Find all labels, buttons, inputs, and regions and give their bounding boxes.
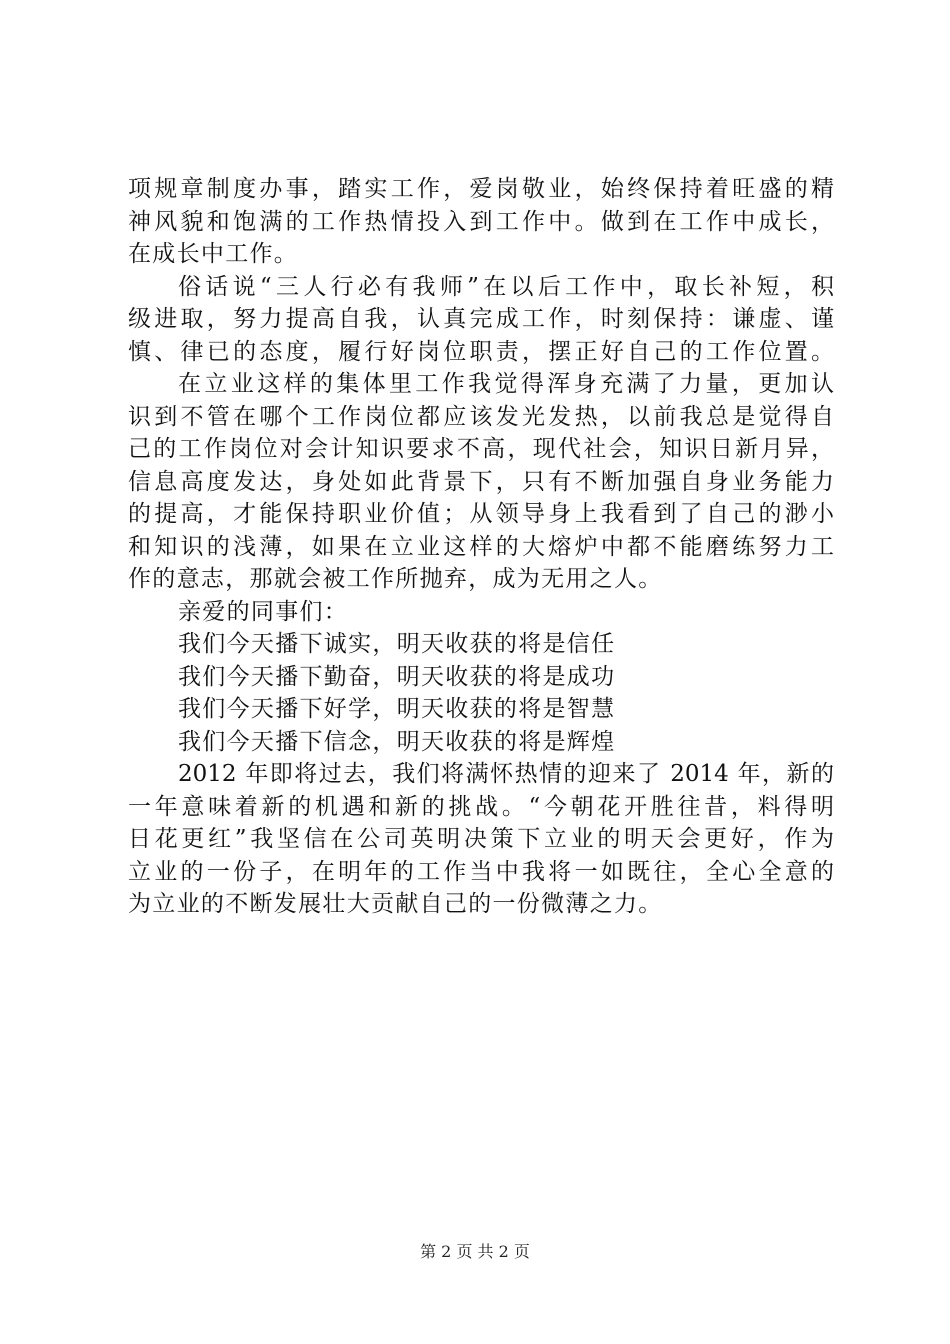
text-line: 识到不管在哪个工作岗位都应该发光发热，以前我总是觉得自 <box>128 403 834 430</box>
text-line: 俗话说“三人行必有我师”在以后工作中，取长补短，积 <box>178 273 834 300</box>
text-line: 慎、律已的态度，履行好岗位职责，摆正好自己的工作位置。 <box>128 338 834 365</box>
text-line: 信息高度发达，身处如此背景下，只有不断加强自身业务能力 <box>128 468 834 495</box>
text-line: 己的工作岗位对会计知识要求不高，现代社会，知识日新月异， <box>128 436 834 462</box>
text-line: 2012 年即将过去，我们将满怀热情的迎来了 2014 年，新的 <box>178 761 834 787</box>
text-line: 在立业这样的集体里工作我觉得浑身充满了力量，更加认 <box>178 371 834 397</box>
text-line: 我们今天播下好学，明天收获的将是智慧 <box>178 696 616 722</box>
text-line: 立业的一份子，在明年的工作当中我将一如既往，全心全意的 <box>128 858 834 885</box>
text-line: 为立业的不断发展壮大贡献自己的一份微薄之力。 <box>128 891 663 917</box>
text-line: 我们今天播下信念，明天收获的将是辉煌 <box>178 728 616 755</box>
text-line: 项规章制度办事，踏实工作，爱岗敬业，始终保持着旺盛的精 <box>128 176 834 202</box>
text-line: 级进取，努力提高自我，认真完成工作，时刻保持：谦虚、谨 <box>128 306 834 332</box>
text-line: 作的意志，那就会被工作所抛弃，成为无用之人。 <box>128 566 663 592</box>
text-line: 我们今天播下诚实，明天收获的将是信任 <box>178 631 616 657</box>
text-line: 一年意味着新的机遇和新的挑战。“今朝花开胜往昔，料得明 <box>128 793 834 820</box>
text-line: 的提高，才能保持职业价值；从领导身上我看到了自己的渺小 <box>128 501 834 527</box>
text-line: 在成长中工作。 <box>128 241 299 267</box>
text-line: 我们今天播下勤奋，明天收获的将是成功 <box>178 663 616 690</box>
text-line: 亲爱的同事们： <box>178 598 349 625</box>
text-line: 神风貌和饱满的工作热情投入到工作中。做到在工作中成长， <box>128 208 834 235</box>
document-body <box>128 173 834 921</box>
text-line: 和知识的浅薄，如果在立业这样的大熔炉中都不能磨练努力工 <box>128 533 834 560</box>
text-line: 日花更红”我坚信在公司英明决策下立业的明天会更好，作为 <box>128 826 834 852</box>
page-number-footer: 第 2 页 共 2 页 <box>420 1242 530 1261</box>
